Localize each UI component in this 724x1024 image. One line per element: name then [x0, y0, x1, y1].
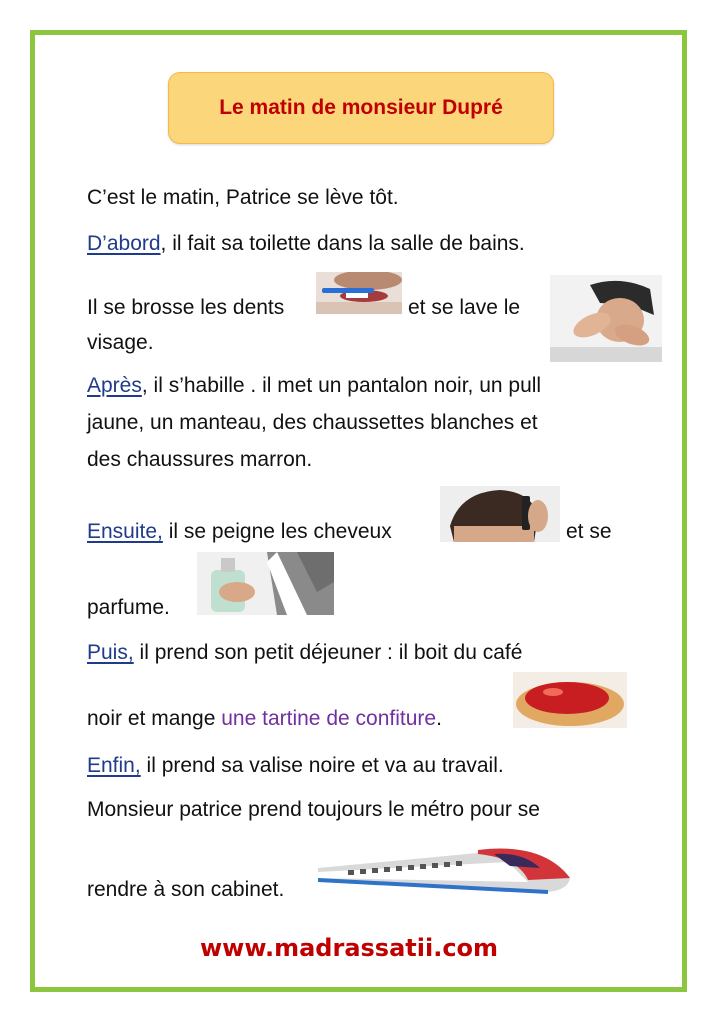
text-line-1: C’est le matin, Patrice se lève tôt. — [87, 186, 399, 209]
text-line-2 — [87, 232, 525, 256]
text-line-12-rest: il prend sa valise noire et va au travail. — [140, 754, 504, 777]
text-line-9: parfume. — [87, 596, 170, 619]
text-line-12 — [87, 754, 504, 778]
text-line-11c: . — [436, 707, 442, 730]
jam-toast-image — [513, 672, 627, 728]
text-line-8b: et se — [566, 520, 612, 543]
perfume-image — [197, 552, 334, 615]
hair-combing-image — [440, 486, 560, 542]
website-url: www.madrassatii.com — [200, 934, 499, 962]
text-line-2-rest: , il fait sa toilette dans la salle de bains. — [160, 232, 525, 255]
text-line-4: visage. — [87, 331, 154, 354]
keyword-dabord: D’abord — [87, 232, 161, 255]
text-line-5 — [87, 374, 541, 398]
train-image — [318, 832, 574, 898]
text-line-5-rest: , il s’habille . il met un pantalon noir, un pull — [141, 374, 542, 397]
text-line-13: Monsieur patrice prend toujours le métro pour se — [87, 798, 540, 821]
toothbrush-image — [316, 272, 402, 314]
text-line-3b: et se lave le — [408, 296, 521, 319]
text-line-10 — [87, 641, 522, 665]
text-line-7: des chaussures marron. — [87, 448, 313, 471]
text-line-3a: Il se brosse les dents — [87, 296, 285, 319]
face-washing-image — [550, 275, 662, 362]
keyword-apres: Après — [87, 374, 142, 397]
text-line-8-rest: il se peigne les cheveux — [162, 520, 392, 543]
website-logo — [200, 930, 500, 966]
text-line-11 — [87, 707, 442, 731]
page-title: Le matin de monsieur Dupré — [219, 96, 503, 119]
keyword-enfin: Enfin, — [87, 754, 141, 777]
title-banner — [168, 72, 554, 144]
text-line-14: rendre à son cabinet. — [87, 878, 285, 901]
keyword-ensuite: Ensuite, — [87, 520, 163, 543]
text-line-10-rest: il prend son petit déjeuner : il boit du café — [133, 641, 523, 664]
text-line-8 — [87, 520, 392, 544]
keyword-puis: Puis, — [87, 641, 134, 664]
highlight-tartine: une tartine de confiture — [221, 707, 437, 730]
text-line-6: jaune, un manteau, des chaussettes blanches et — [87, 411, 538, 434]
text-line-11a: noir et mange — [87, 707, 222, 730]
